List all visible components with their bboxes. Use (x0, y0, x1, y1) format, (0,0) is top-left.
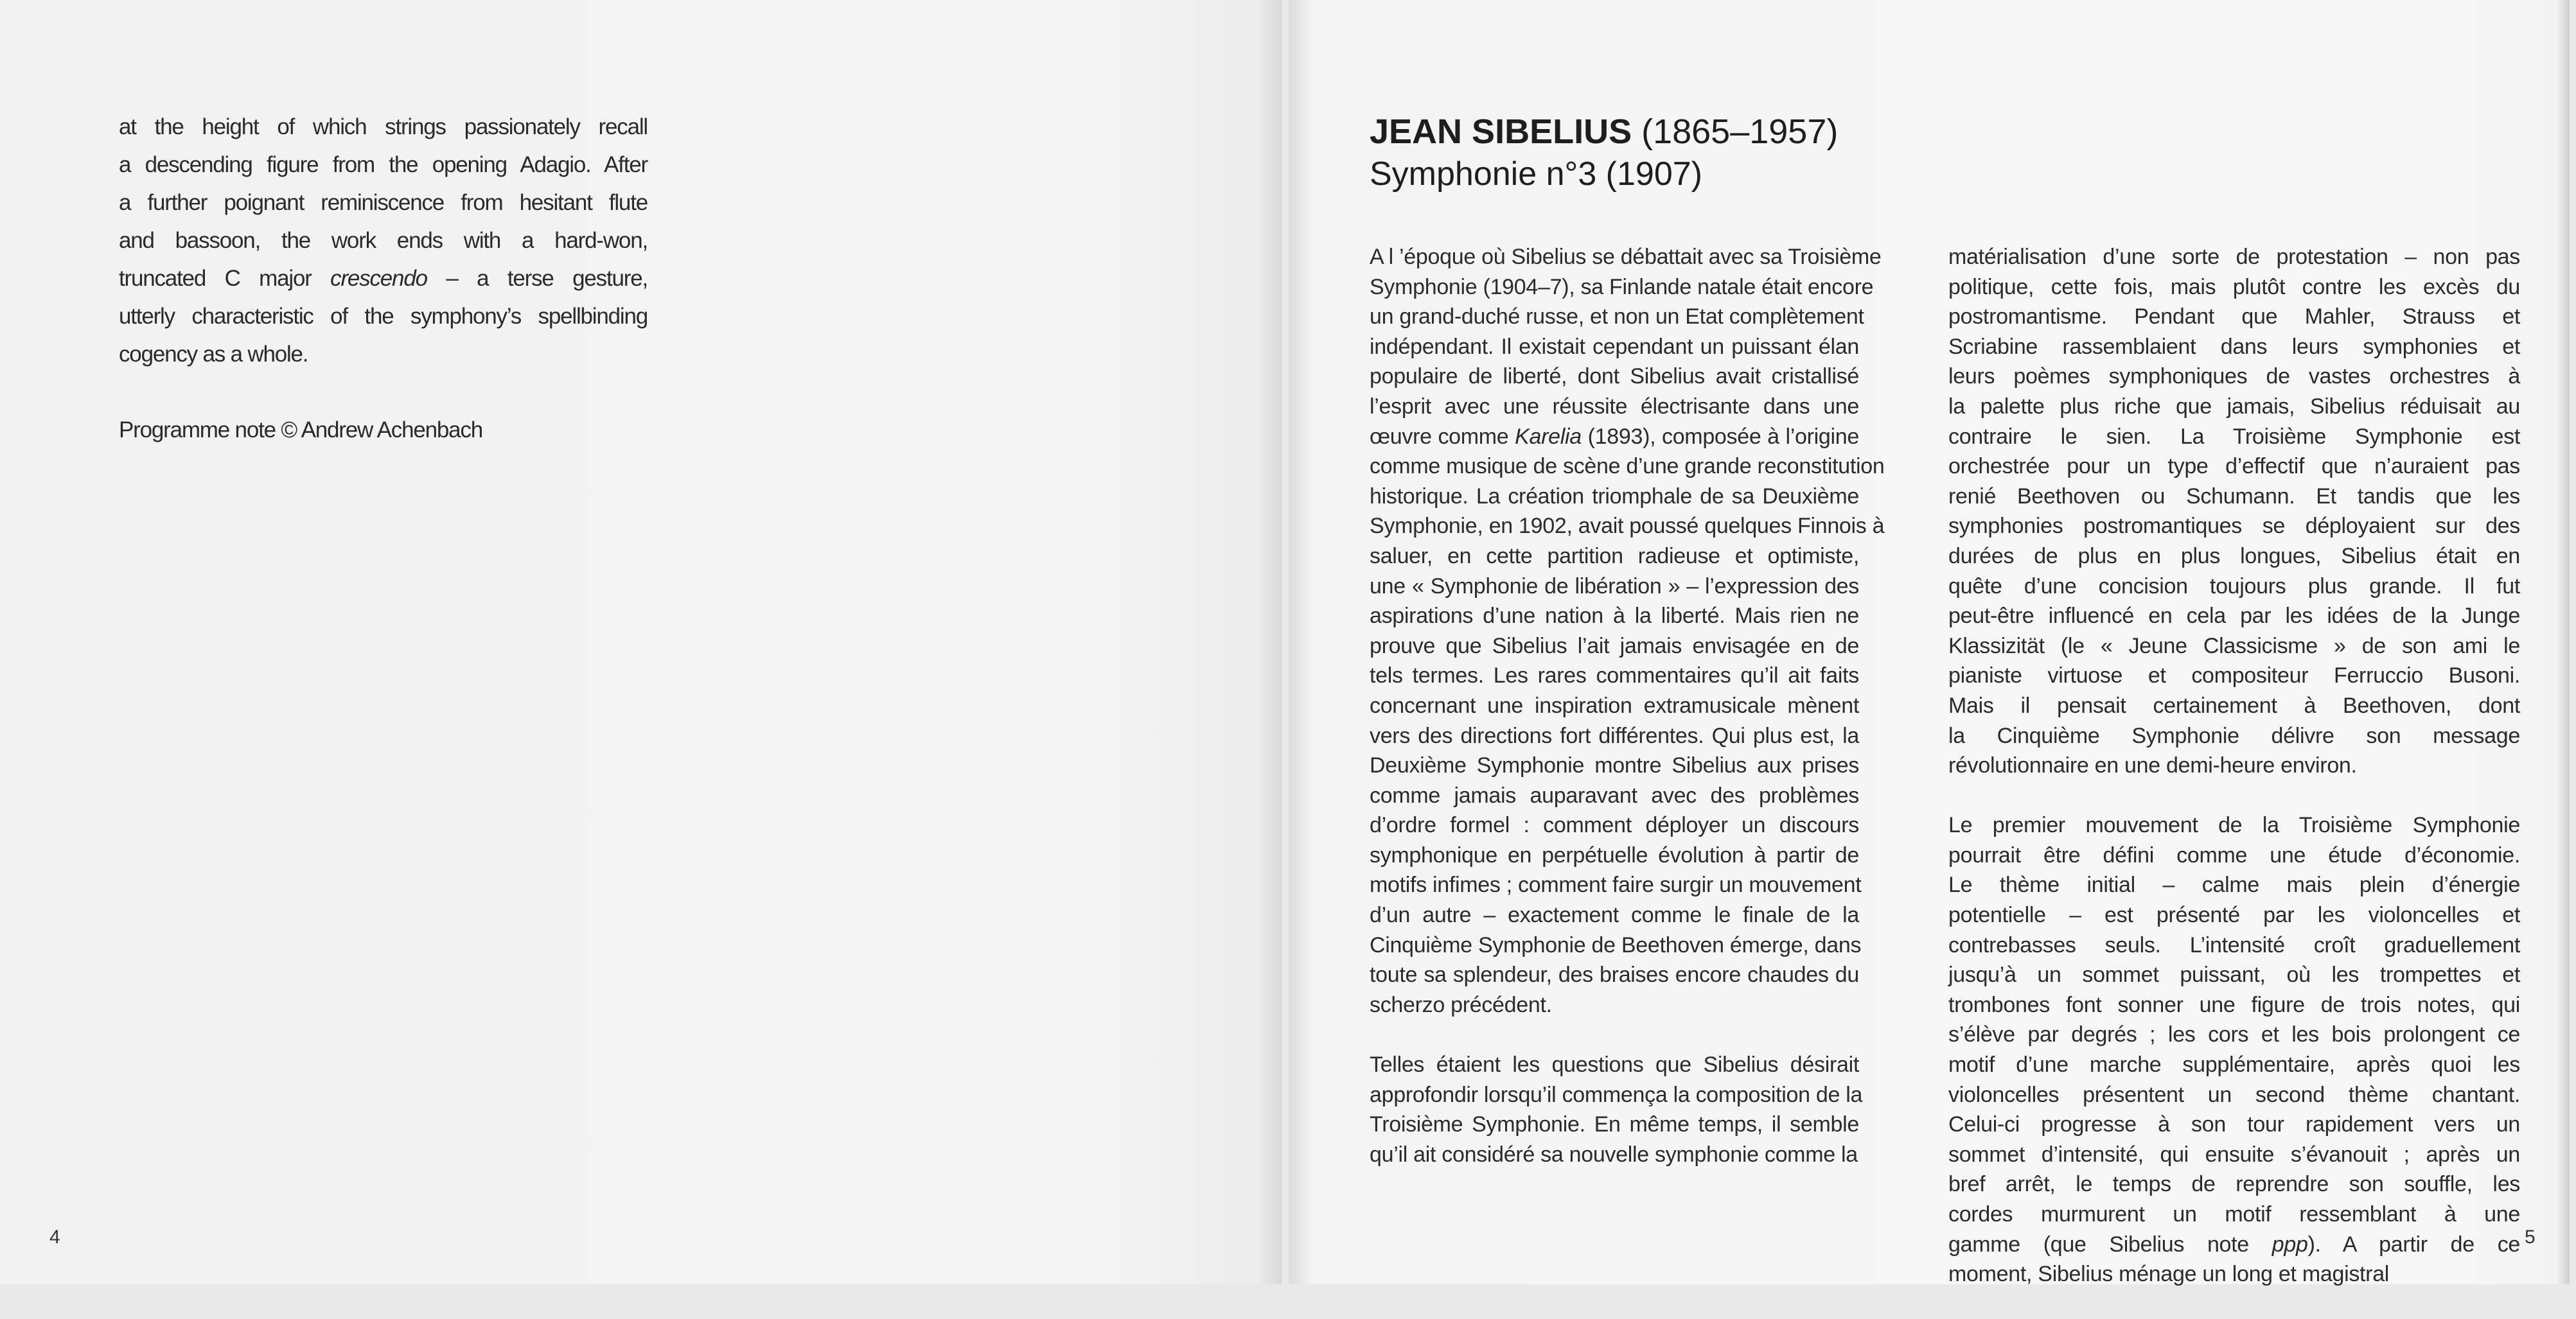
text-segment: symphonique en perpétuelle évolution à partir de (1370, 843, 1859, 868)
text-segment: populaire de liberté, dont Sibelius avait cristallisé (1370, 364, 1859, 389)
text-line (1370, 1050, 1859, 1080)
text-line (1370, 572, 1859, 602)
text-line (1948, 392, 2520, 422)
text-line (1948, 1200, 2520, 1230)
left-page (0, 0, 1282, 1284)
text-segment: a further poignant reminiscence from hesitant flute (119, 190, 648, 215)
text-line (1948, 1169, 2520, 1200)
text-segment: – a terse gesture, (427, 266, 648, 291)
text-line (119, 335, 648, 373)
text-segment: motifs infimes ; comment faire surgir un mouvement (1370, 873, 1862, 898)
text-line (1370, 362, 1859, 392)
text-segment: Le thème initial – calme mais plein d’énergie (1948, 873, 2520, 898)
text-line (1370, 1110, 1859, 1140)
text-segment: A l ’époque où Sibelius se débattait avec sa Troisième (1370, 245, 1882, 269)
text-segment: sommet d’intensité, qui ensuite s’évanouit ; après un (1948, 1142, 2520, 1167)
text-line (1948, 601, 2520, 631)
text-line (1370, 272, 1874, 302)
text-line (1370, 242, 1882, 272)
text-line (1370, 810, 1859, 841)
text-segment: Symphonie (1904–7), sa Finlande natale était encore (1370, 274, 1874, 299)
text-line (119, 146, 648, 184)
text-segment: saluer, en cette partition radieuse et optimiste, (1370, 543, 1859, 568)
text-line (1948, 810, 2520, 841)
text-line (119, 411, 648, 449)
text-line (1370, 930, 1862, 961)
paragraph (119, 108, 648, 373)
text-line (1948, 302, 2520, 332)
text-line (1370, 900, 1859, 930)
text-line (1370, 1140, 1859, 1170)
text-segment: truncated C major (119, 266, 331, 291)
italic-text: crescendo (330, 266, 427, 291)
text-segment: matérialisation d’une sorte de protestation – non pas (1948, 245, 2520, 269)
text-segment: d’ordre formel : comment déployer un discours (1370, 813, 1859, 838)
text-segment: comme musique de scène d’une grande reconstitution (1370, 454, 1885, 479)
text-line (1948, 242, 2520, 272)
text-segment: la Cinquième Symphonie délivre son message (1948, 723, 2520, 748)
right-text-column-2 (1948, 242, 2520, 1319)
page-number-right: 5 (2525, 1227, 2536, 1248)
text-segment: approfondir lorsqu’il commença la composition de la (1370, 1082, 1863, 1107)
text-line (1948, 990, 2520, 1020)
text-segment: a descending figure from the opening Adagio. After (119, 152, 648, 177)
text-segment: violoncelles présentent un second thème chantant. (1948, 1082, 2520, 1107)
paragraph (1948, 810, 2520, 1289)
text-segment: révolutionnaire en une demi-heure environ. (1948, 753, 2357, 778)
text-segment: postromantisme. Pendant que Mahler, Strauss et (1948, 304, 2520, 329)
text-segment: contraire le sien. La Troisième Symphonie est (1948, 424, 2520, 449)
text-line (1948, 362, 2520, 392)
text-line (1948, 541, 2520, 572)
text-segment: d’un autre – exactement comme le finale de la (1370, 903, 1859, 928)
text-line (1370, 1080, 1863, 1110)
text-line (1948, 572, 2520, 602)
text-line (1370, 721, 1859, 751)
text-segment: concernant une inspiration extramusicale mènent (1370, 693, 1859, 718)
text-line (119, 259, 648, 297)
text-segment: un grand-duché russe, et non un Etat complètement (1370, 304, 1864, 329)
text-segment: cordes murmurent un motif ressemblant à une (1948, 1202, 2520, 1227)
text-segment: Celui-ci progresse à son tour rapidement vers un (1948, 1112, 2520, 1137)
text-line (1948, 870, 2520, 900)
text-segment: leurs poèmes symphoniques de vastes orchestres à (1948, 364, 2520, 389)
text-segment: and bassoon, the work ends with a hard-won, (119, 228, 648, 253)
text-line (119, 222, 648, 259)
text-segment: jusqu’à un sommet puissant, où les trompettes et (1948, 963, 2520, 988)
text-segment: Programme note © Andrew Achenbach (119, 417, 482, 442)
text-line (1948, 422, 2520, 452)
text-segment: Symphonie, en 1902, avait poussé quelques Finnois à (1370, 514, 1885, 539)
text-line (1948, 1050, 2520, 1080)
text-segment: l’esprit avec une réussite électrisante dans une (1370, 394, 1859, 419)
text-segment: cogency as a whole. (119, 342, 308, 367)
text-segment: comme jamais auparavant avec des problèmes (1370, 783, 1859, 808)
text-segment: ). A partir de ce (2307, 1232, 2520, 1257)
text-line (1948, 661, 2520, 691)
text-line (1948, 960, 2520, 990)
composer-name: JEAN SIBELIUS (1370, 112, 1632, 151)
text-line (1370, 841, 1859, 871)
text-line (1370, 451, 1885, 482)
work-title: Symphonie n°3 (1907) (1370, 155, 1702, 193)
text-line (1370, 960, 1859, 990)
text-line (1370, 422, 1859, 452)
text-line (119, 184, 648, 222)
text-line (1948, 1140, 2520, 1170)
text-line (1370, 691, 1859, 721)
text-line (1370, 631, 1859, 661)
text-segment: vers des directions fort différentes. Qui plus est, la (1370, 723, 1859, 748)
paragraph (119, 411, 648, 449)
text-line (1370, 392, 1859, 422)
text-segment: Cinquième Symphonie de Beethoven émerge, dans (1370, 932, 1862, 957)
text-segment: at the height of which strings passionately recall (119, 114, 648, 139)
text-segment: peut-être influencé en cela par les idées de la Junge (1948, 604, 2520, 629)
paragraph (1370, 242, 1885, 1020)
text-segment: orchestrée pour un type d’effectif que n’auraient pas (1948, 454, 2520, 479)
text-segment: motif d’une marche supplémentaire, après quoi les (1948, 1053, 2520, 1078)
composer-dates: (1865–1957) (1632, 112, 1839, 151)
text-line (1948, 691, 2520, 721)
text-segment: tels termes. Les rares commentaires qu’il ait faits (1370, 663, 1859, 688)
text-line (1370, 661, 1859, 691)
text-segment: renié Beethoven ou Schumann. Et tandis que les (1948, 484, 2520, 509)
italic-text: ppp (2272, 1232, 2308, 1257)
paragraph (1948, 242, 2520, 781)
text-segment: potentielle – est présenté par les violoncelles et (1948, 903, 2520, 928)
text-segment: Klassizität (le « Jeune Classicisme » de son ami le (1948, 633, 2520, 658)
text-segment: utterly characteristic of the symphony’s spellbinding (119, 304, 648, 329)
paragraph (1370, 1050, 1863, 1169)
page-number-left: 4 (49, 1227, 60, 1248)
left-text-column (119, 108, 648, 487)
text-line (1948, 1080, 2520, 1110)
text-segment: durées de plus en plus longues, Sibelius était en (1948, 543, 2520, 568)
text-segment: Le premier mouvement de la Troisième Symphonie (1948, 813, 2520, 838)
text-segment: indépendant. Il existait cependant un puissant élan (1370, 334, 1859, 359)
text-line (1948, 631, 2520, 661)
text-segment: pianiste virtuose et compositeur Ferruccio Busoni. (1948, 663, 2520, 688)
text-segment: Deuxième Symphonie montre Sibelius aux prises (1370, 753, 1859, 778)
text-segment: symphonies postromantiques se déployaient sur des (1948, 514, 2520, 539)
text-segment: Scriabine rassemblaient dans leurs symphonies et (1948, 334, 2520, 359)
text-segment: une « Symphonie de libération » – l’expression des (1370, 573, 1859, 598)
text-segment: Telles étaient les questions que Sibelius désirait (1370, 1053, 1859, 1078)
text-line (1948, 751, 2520, 781)
text-segment: trombones font sonner une figure de trois notes, qui (1948, 992, 2520, 1017)
text-segment: s’élève par degrés ; les cors et les bois prolongent ce (1948, 1022, 2520, 1047)
text-line (1370, 781, 1859, 811)
text-segment: gamme (que Sibelius note (1948, 1232, 2272, 1257)
text-segment: moment, Sibelius ménage un long et magistral (1948, 1262, 2390, 1287)
text-segment: pourrait être défini comme une étude d’économie. (1948, 843, 2520, 868)
text-segment: bref arrêt, le temps de reprendre son souffle, les (1948, 1172, 2520, 1197)
text-line (119, 108, 648, 146)
text-segment: quête d’une concision toujours plus grande. Il fut (1948, 573, 2520, 598)
text-line (1370, 302, 1864, 332)
text-line (1948, 721, 2520, 751)
composer-line (1370, 110, 1838, 153)
text-line (1948, 451, 2520, 482)
text-segment: œuvre comme (1370, 424, 1515, 449)
text-segment: historique. La création triomphale de sa Deuxième (1370, 484, 1859, 509)
text-line (1948, 841, 2520, 871)
text-line (1370, 511, 1885, 541)
text-segment: toute sa splendeur, des braises encore chaudes du (1370, 963, 1859, 988)
text-line (1948, 900, 2520, 930)
text-line (1948, 930, 2520, 961)
text-line (1948, 272, 2520, 302)
text-line (1370, 332, 1859, 362)
text-segment: aspirations d’une nation à la liberté. Mais rien ne (1370, 604, 1859, 629)
text-line (119, 297, 648, 335)
text-segment: qu’il ait considéré sa nouvelle symphonie comme la (1370, 1142, 1858, 1167)
text-line (1370, 870, 1862, 900)
text-line (1948, 1020, 2520, 1050)
text-line (1948, 1259, 2520, 1289)
text-segment: (1893), composée à l’origine (1581, 424, 1859, 449)
text-segment: Mais il pensait certainement à Beethoven, dont (1948, 693, 2520, 718)
text-line (1370, 541, 1859, 572)
text-line (1370, 601, 1859, 631)
text-segment: scherzo précédent. (1370, 992, 1552, 1017)
article-heading (1370, 110, 1838, 195)
text-line (1948, 332, 2520, 362)
text-segment: Troisième Symphonie. En même temps, il semble (1370, 1112, 1859, 1137)
italic-text: Karelia (1515, 424, 1582, 449)
text-line (1948, 1110, 2520, 1140)
text-line (1948, 482, 2520, 512)
text-segment: politique, cette fois, mais plutôt contre les excès du (1948, 274, 2520, 299)
text-line (1948, 511, 2520, 541)
text-segment: contrebasses seuls. L’intensité croît graduellement (1948, 932, 2520, 957)
right-text-column-1 (1370, 242, 1885, 1200)
text-segment: prouve que Sibelius l’ait jamais envisagée en de (1370, 633, 1859, 658)
text-line (1948, 1230, 2520, 1260)
text-line (1370, 751, 1859, 781)
text-line (1370, 990, 1859, 1020)
text-segment: la palette plus riche que jamais, Sibelius réduisait au (1948, 394, 2520, 419)
text-line (1370, 482, 1859, 512)
